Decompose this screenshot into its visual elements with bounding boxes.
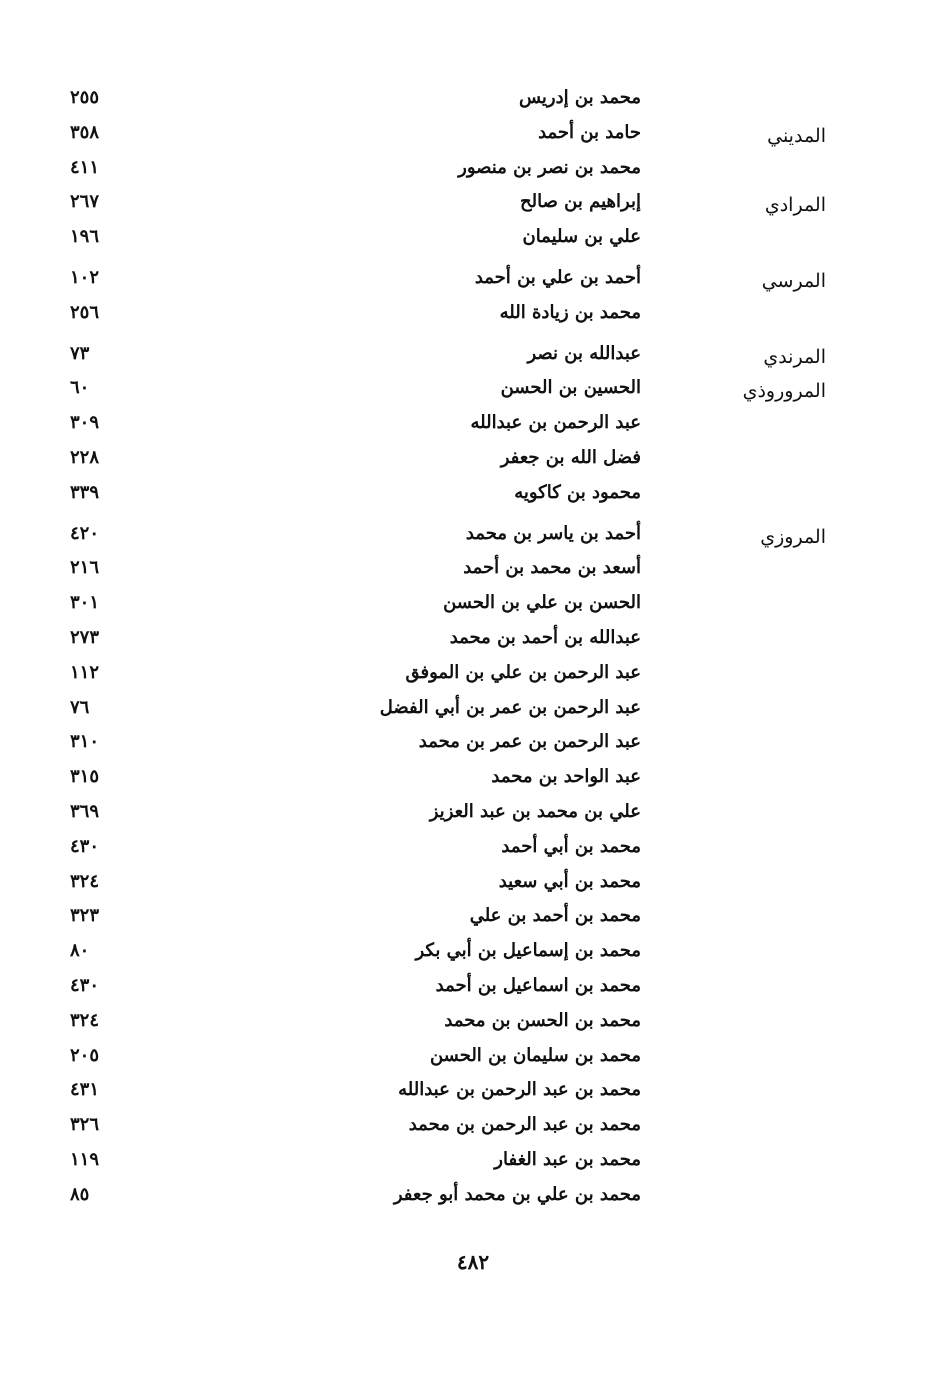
person-name: فضل الله بن جعفر bbox=[500, 446, 641, 468]
index-entry bbox=[0, 1181, 946, 1216]
page-reference: ٢٠٥ bbox=[70, 1044, 100, 1066]
index-entry bbox=[0, 972, 946, 1007]
page-reference: ١٩٦ bbox=[70, 226, 100, 248]
person-name: عبد الرحمن بن عبدالله bbox=[470, 412, 641, 434]
person-name: عبد الرحمن بن علي بن الموفق bbox=[405, 661, 641, 683]
page-reference: ٤٣١ bbox=[70, 1079, 100, 1101]
index-entry bbox=[0, 833, 946, 868]
index-entry bbox=[0, 119, 946, 154]
person-name: محمد بن سليمان بن الحسن bbox=[429, 1044, 641, 1066]
page-reference: ٣٠٩ bbox=[70, 412, 100, 434]
person-name: محمد بن علي بن محمد أبو جعفر bbox=[393, 1183, 641, 1205]
person-name: محمود بن كاكويه bbox=[514, 481, 641, 503]
page-reference: ٧٦ bbox=[70, 696, 90, 718]
person-name: أحمد بن علي بن أحمد bbox=[474, 266, 641, 288]
nisba-heading: المروزي bbox=[760, 525, 826, 548]
page-reference: ٣٢٦ bbox=[70, 1114, 100, 1136]
index-entry bbox=[0, 902, 946, 937]
page-reference: ٢٧٣ bbox=[70, 626, 100, 648]
page-reference: ٣١٥ bbox=[70, 766, 100, 788]
page-reference: ٢٢٨ bbox=[70, 446, 100, 468]
index-entry bbox=[0, 84, 946, 119]
person-name: محمد بن أبي سعيد bbox=[498, 870, 641, 892]
index-entry bbox=[0, 409, 946, 444]
person-name: محمد بن إسماعيل بن أبي بكر bbox=[415, 940, 641, 962]
index-entry bbox=[0, 1111, 946, 1146]
index-entry bbox=[0, 520, 946, 555]
person-name: أسعد بن محمد بن أحمد bbox=[463, 557, 641, 579]
page-reference: ٣٦٩ bbox=[70, 800, 100, 822]
person-name: علي بن سليمان bbox=[522, 226, 641, 248]
page-reference: ٢١٦ bbox=[70, 557, 100, 579]
page-reference: ١٠٢ bbox=[70, 266, 100, 288]
nisba-heading: المرسي bbox=[761, 269, 826, 292]
person-name: عبد الواحد بن محمد bbox=[491, 766, 641, 788]
index-entry bbox=[0, 444, 946, 479]
page-reference: ٣١٠ bbox=[70, 731, 100, 753]
person-name: الحسن بن علي بن الحسن bbox=[443, 592, 641, 614]
page-reference: ٦٠ bbox=[70, 377, 90, 399]
person-name: محمد بن نصر بن منصور bbox=[458, 156, 641, 178]
person-name: محمد بن أبي أحمد bbox=[501, 835, 641, 857]
person-name: محمد بن أحمد بن علي bbox=[469, 905, 641, 927]
page-reference: ١١٩ bbox=[70, 1148, 100, 1170]
page-reference: ٤٣٠ bbox=[70, 974, 100, 996]
person-name: محمد بن اسماعيل بن أحمد bbox=[435, 974, 641, 996]
person-name: محمد بن الحسن بن محمد bbox=[444, 1009, 641, 1031]
index-entry bbox=[0, 154, 946, 189]
page-reference: ٣٣٩ bbox=[70, 481, 100, 503]
page-reference: ٣٢٣ bbox=[70, 905, 100, 927]
index-entry bbox=[0, 798, 946, 833]
index-entry bbox=[0, 937, 946, 972]
index-entry bbox=[0, 554, 946, 589]
person-name: عبدالله بن أحمد بن محمد bbox=[449, 626, 641, 648]
index-entry bbox=[0, 1146, 946, 1181]
person-name: إبراهيم بن صالح bbox=[520, 191, 641, 213]
nisba-heading: المرادي bbox=[764, 194, 826, 217]
page-reference: ٣٢٤ bbox=[70, 1009, 100, 1031]
index-entry bbox=[0, 868, 946, 903]
person-name: الحسين بن الحسن bbox=[500, 377, 641, 399]
person-name: عبد الرحمن بن عمر بن محمد bbox=[418, 731, 641, 753]
page-reference: ٣٠١ bbox=[70, 592, 100, 614]
page-reference: ٢٥٦ bbox=[70, 301, 100, 323]
index-entry bbox=[0, 1042, 946, 1077]
page-reference: ٢٥٥ bbox=[70, 87, 100, 108]
page-number: ٤٨٢ bbox=[456, 1250, 490, 1274]
index-entry bbox=[0, 1007, 946, 1042]
nisba-heading: المروروذي bbox=[742, 380, 826, 403]
index-entry bbox=[0, 659, 946, 694]
page-reference: ١١٢ bbox=[70, 661, 100, 683]
index-entry bbox=[0, 223, 946, 258]
index-list bbox=[0, 84, 946, 1216]
index-entry bbox=[0, 299, 946, 334]
index-entry bbox=[0, 694, 946, 729]
index-entry bbox=[0, 1076, 946, 1111]
index-entry bbox=[0, 479, 946, 514]
person-name: حامد بن أحمد bbox=[538, 121, 641, 143]
page-reference: ٨٠ bbox=[70, 940, 90, 962]
person-name: أحمد بن ياسر بن محمد bbox=[465, 522, 641, 544]
page-reference: ٧٣ bbox=[70, 342, 90, 364]
page-reference: ٨٥ bbox=[70, 1183, 90, 1205]
person-name: علي بن محمد بن عبد العزيز bbox=[429, 800, 641, 822]
index-entry bbox=[0, 340, 946, 375]
person-name: محمد بن عبد الرحمن بن محمد bbox=[408, 1114, 641, 1136]
index-entry bbox=[0, 763, 946, 798]
index-entry bbox=[0, 374, 946, 409]
person-name: محمد بن إدريس bbox=[518, 87, 641, 108]
page-reference: ٣٥٨ bbox=[70, 121, 100, 143]
index-entry bbox=[0, 624, 946, 659]
page-reference: ٤١١ bbox=[70, 156, 100, 178]
person-name: محمد بن عبد الغفار bbox=[494, 1148, 641, 1170]
page-reference: ٣٢٤ bbox=[70, 870, 100, 892]
index-entry bbox=[0, 589, 946, 624]
index-entry bbox=[0, 188, 946, 223]
page-reference: ٤٣٠ bbox=[70, 835, 100, 857]
person-name: محمد بن زيادة الله bbox=[499, 301, 641, 323]
index-entry bbox=[0, 264, 946, 299]
index-entry bbox=[0, 728, 946, 763]
nisba-heading: المديني bbox=[767, 124, 826, 147]
person-name: عبدالله بن نصر bbox=[527, 342, 641, 364]
page-reference: ٢٦٧ bbox=[70, 191, 100, 213]
person-name: عبد الرحمن بن عمر بن أبي الفضل bbox=[379, 696, 641, 718]
page-reference: ٤٢٠ bbox=[70, 522, 100, 544]
nisba-heading: المرندي bbox=[763, 345, 826, 368]
person-name: محمد بن عبد الرحمن بن عبدالله bbox=[398, 1079, 641, 1101]
